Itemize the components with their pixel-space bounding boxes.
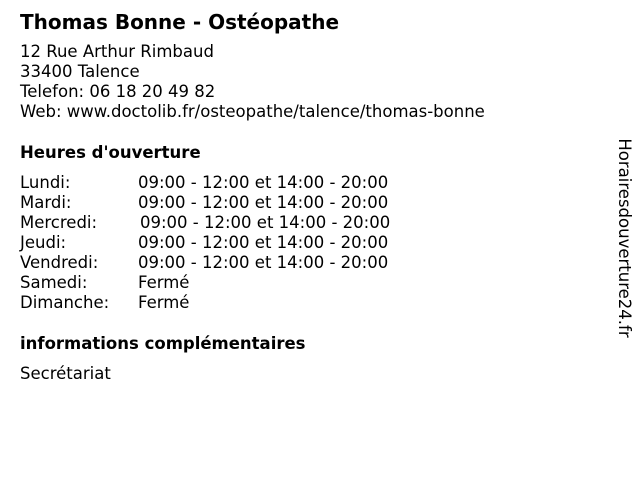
hours-row-lundi	[20, 173, 600, 193]
hours-row-dimanche	[20, 293, 600, 313]
day-label: Mardi:	[20, 193, 72, 212]
business-card	[20, 8, 600, 384]
site-watermark: Horairesdouverture24.fr	[615, 138, 634, 338]
day-label: Samedi:	[20, 273, 88, 292]
opening-hours-heading: Heures d'ouverture	[20, 143, 201, 162]
additional-info-heading: informations complémentaires	[20, 334, 306, 353]
hours-value: Fermé	[138, 273, 190, 292]
day-label: Vendredi:	[20, 253, 99, 272]
hours-value: 09:00 - 12:00 et 14:00 - 20:00	[140, 213, 391, 232]
day-label: Jeudi:	[20, 233, 67, 252]
address-block	[20, 42, 600, 122]
website: Web: www.doctolib.fr/osteopathe/talence/thomas-bonne	[20, 102, 485, 121]
hours-value: 09:00 - 12:00 et 14:00 - 20:00	[138, 193, 389, 212]
day-label: Lundi:	[20, 173, 71, 192]
opening-hours-table	[20, 173, 600, 313]
hours-value: Fermé	[138, 293, 190, 312]
phone-number: Telefon: 06 18 20 49 82	[20, 82, 216, 101]
hours-value: 09:00 - 12:00 et 14:00 - 20:00	[138, 253, 389, 272]
day-label: Dimanche:	[20, 293, 110, 312]
business-name: Thomas Bonne - Ostéopathe	[20, 10, 340, 34]
hours-row-vendredi	[20, 253, 600, 273]
postal-city: 33400 Talence	[20, 62, 140, 81]
additional-info-text: Secrétariat	[20, 364, 111, 383]
day-label: Mercredi:	[20, 213, 98, 232]
hours-row-jeudi	[20, 233, 600, 253]
hours-row-mercredi	[20, 213, 600, 233]
hours-row-samedi	[20, 273, 600, 293]
hours-row-mardi	[20, 193, 600, 213]
hours-value: 09:00 - 12:00 et 14:00 - 20:00	[138, 173, 389, 192]
street-address: 12 Rue Arthur Rimbaud	[20, 42, 214, 61]
hours-value: 09:00 - 12:00 et 14:00 - 20:00	[138, 233, 389, 252]
